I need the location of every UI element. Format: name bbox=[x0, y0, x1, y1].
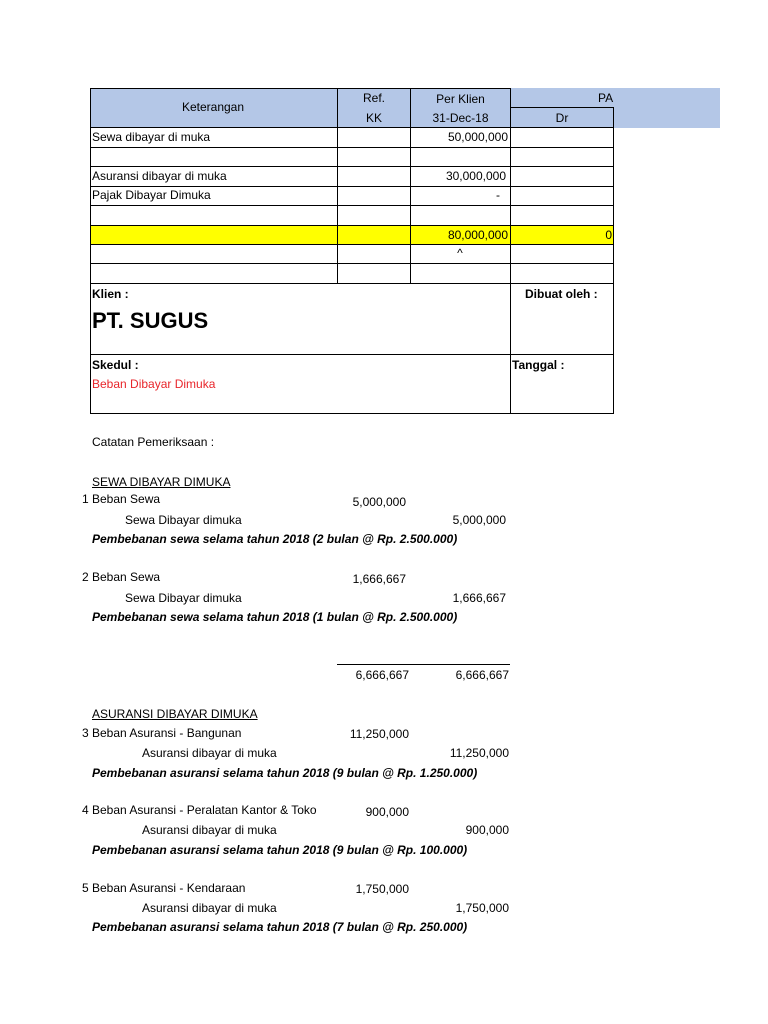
asuransi-section-title: ASURANSI DIBAYAR DIMUKA bbox=[92, 707, 258, 721]
header-ref-1: Ref. bbox=[362, 91, 385, 105]
total-amount: 80,000,000 bbox=[447, 228, 508, 242]
entry-credit-label: Asuransi dibayar di muka bbox=[142, 823, 277, 837]
total-dr: 0 bbox=[605, 228, 612, 242]
entry-debit: 1,666,667 bbox=[352, 572, 406, 586]
entry-credit-label: Asuransi dibayar di muka bbox=[142, 746, 277, 760]
entry-description: Pembebanan asuransi selama tahun 2018 (9 bulan @ Rp. 1.250.000) bbox=[92, 766, 478, 780]
skedul-label: Skedul : bbox=[92, 358, 139, 372]
row-amount-pajak: - bbox=[496, 188, 500, 202]
dibuat-oleh-label: Dibuat oleh : bbox=[525, 287, 598, 301]
header-per-klien-1: Per Klien bbox=[436, 92, 485, 106]
entry-debit-label: Beban Sewa bbox=[92, 570, 161, 584]
entry-number: 3 bbox=[82, 726, 89, 740]
row-amount-asuransi: 30,000,000 bbox=[445, 169, 506, 183]
entry-credit: 11,250,000 bbox=[449, 746, 509, 760]
klien-label: Klien : bbox=[92, 287, 129, 301]
entry-description: Pembebanan asuransi selama tahun 2018 (9 bulan @ Rp. 100.000) bbox=[92, 843, 468, 857]
entry-credit: 1,666,667 bbox=[452, 591, 506, 605]
entry-number: 1 bbox=[82, 492, 89, 506]
entry-debit: 5,000,000 bbox=[352, 495, 406, 509]
entry-debit: 1,750,000 bbox=[355, 882, 409, 896]
entry-credit: 5,000,000 bbox=[452, 513, 506, 527]
entry-description: Pembebanan sewa selama tahun 2018 (1 bulan @ Rp. 2.500.000) bbox=[92, 610, 458, 624]
entry-number: 4 bbox=[82, 803, 89, 817]
caret-mark: ^ bbox=[457, 246, 463, 260]
header-keterangan: Keterangan bbox=[181, 100, 245, 114]
entry-debit: 900,000 bbox=[365, 805, 409, 819]
entry-credit-label: Asuransi dibayar di muka bbox=[142, 901, 277, 915]
header-pa: PA bbox=[598, 91, 614, 105]
entry-number: 5 bbox=[82, 881, 89, 895]
entry-debit-label: Beban Asuransi - Bangunan bbox=[92, 726, 242, 740]
header-dr: Dr bbox=[555, 111, 569, 125]
total-underline bbox=[337, 664, 510, 665]
header-per-klien-2: 31-Dec-18 bbox=[432, 111, 489, 125]
row-label-pajak: Pajak Dibayar Dimuka bbox=[92, 188, 211, 202]
entry-debit: 11,250,000 bbox=[349, 727, 409, 741]
catatan-label: Catatan Pemeriksaan : bbox=[92, 435, 215, 449]
row-label-sewa: Sewa dibayar di muka bbox=[92, 130, 211, 144]
entry-debit-label: Beban Asuransi - Peralatan Kantor & Toko bbox=[92, 803, 317, 817]
tanggal-label: Tanggal : bbox=[512, 358, 565, 372]
row-amount-sewa: 50,000,000 bbox=[447, 130, 508, 144]
entry-debit-label: Beban Sewa bbox=[92, 492, 161, 506]
skedul-value: Beban Dibayar Dimuka bbox=[92, 377, 216, 391]
entry-description: Pembebanan sewa selama tahun 2018 (2 bulan @ Rp. 2.500.000) bbox=[92, 532, 458, 546]
entry-credit: 1,750,000 bbox=[455, 901, 509, 915]
sewa-total-credit: 6,666,667 bbox=[455, 668, 509, 682]
entry-credit-label: Sewa Dibayar dimuka bbox=[125, 591, 242, 605]
header-ref-2: KK bbox=[365, 111, 382, 125]
klien-name: PT. SUGUS bbox=[92, 308, 209, 333]
entry-description: Pembebanan asuransi selama tahun 2018 (7 bulan @ Rp. 250.000) bbox=[92, 920, 468, 934]
entry-debit-label: Beban Asuransi - Kendaraan bbox=[92, 881, 246, 895]
entry-credit-label: Sewa Dibayar dimuka bbox=[125, 513, 242, 527]
row-label-asuransi: Asuransi dibayar di muka bbox=[92, 169, 227, 183]
entry-number: 2 bbox=[82, 570, 89, 584]
sewa-total-debit: 6,666,667 bbox=[355, 668, 409, 682]
sewa-section-title: SEWA DIBAYAR DIMUKA bbox=[92, 475, 231, 489]
entry-credit: 900,000 bbox=[465, 823, 509, 837]
